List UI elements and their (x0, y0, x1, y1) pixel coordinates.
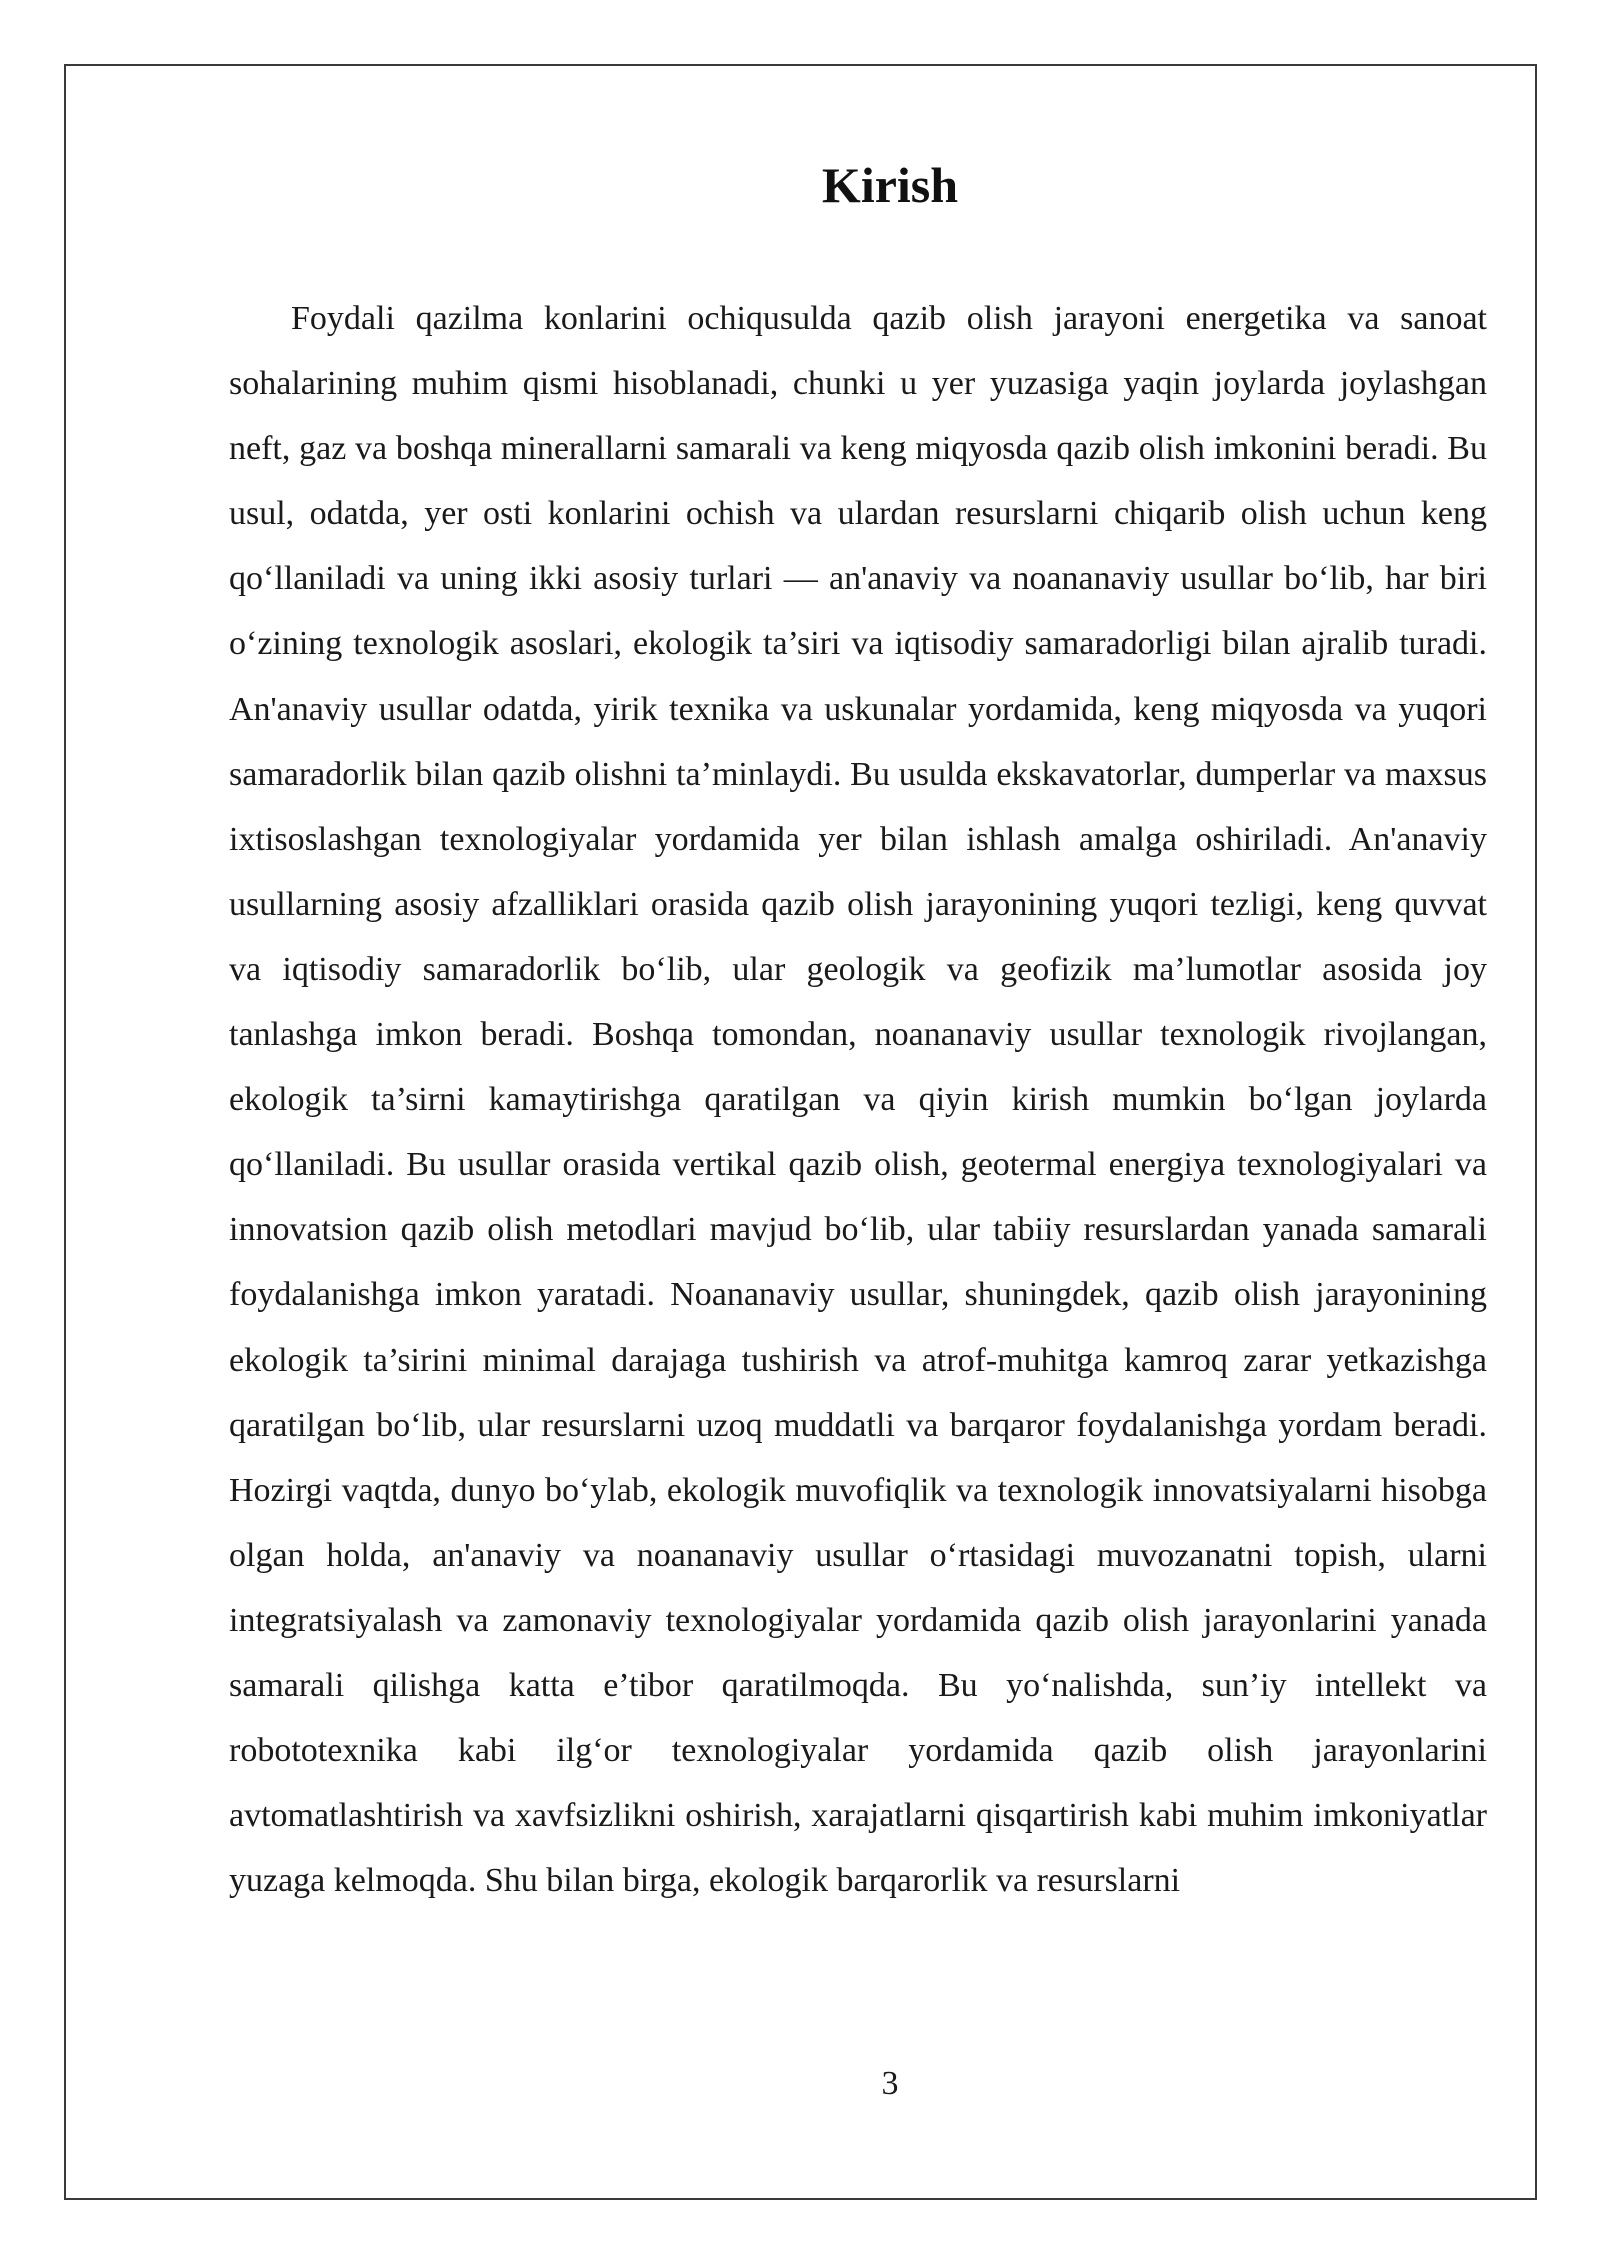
page-number: 3 (881, 2065, 899, 2102)
page-title: Kirish (821, 157, 959, 213)
body-paragraph: Foydali qazilma konlarini ochiqusulda qazib olish jarayoni energetika va sanoat sohalarining muhim qismi hisoblanadi, chunki u yer yuzasiga yaqin joylarda joylashgan neft, gaz va boshqa minerallarni samarali va keng miqyosda qazib olish imkonini beradi. Bu usul, odatda, yer osti konlarini ochish va ulardan resurslarni chiqarib olish uchun keng qo‘llaniladi va uning ikki asosiy turlari — an'anaviy va noananaviy usullar bo‘lib, har biri o‘zining texnologik asoslari, ekologik ta’siri va iqtisodiy samaradorligi bilan ajralib turadi. An'anaviy usullar odatda, yirik texnika va uskunalar yordamida, keng miqyosda va yuqori samaradorlik bilan qazib olishni ta’minlaydi. Bu usulda ekskavatorlar, dumperlar va maxsus ixtisoslashgan texnologiyalar yordamida yer bilan ishlash amalga oshiriladi. An'anaviy usullarning asosiy afzalliklari orasida qazib olish jarayonining yuqori tezligi, keng quvvat va iqtisodiy samaradorlik bo‘lib, ular geologik va geofizik ma’lumotlar asosida joy tanlashga imkon beradi. Boshqa tomondan, noananaviy usullar texnologik rivojlangan, ekologik ta’sirni kamaytirishga qaratilgan va qiyin kirish mumkin bo‘lgan joylarda qo‘llaniladi. Bu usullar orasida vertikal qazib olish, geotermal energiya texnologiyalari va innovatsion qazib olish metodlari mavjud bo‘lib, ular tabiiy resurslardan yanada samarali foydalanishga imkon yaratadi. Noananaviy usullar, shuningdek, qazib olish jarayonining ekologik ta’sirini minimal darajaga tushirish va atrof-muhitga kamroq zarar yetkazishga qaratilgan bo‘lib, ular resurslarni uzoq muddatli va barqaror foydalanishga yordam beradi. Hozirgi vaqtda, dunyo bo‘ylab, ekologik muvofiqlik va texnologik innovatsiyalarni hisobga olgan holda, an'anaviy va noananaviy usullar o‘rtasidagi muvozanatni topish, ularni integratsiyalash va zamonaviy texnologiyalar yordamida qazib olish jarayonlarini yanada samarali qilishga katta e’tibor qaratilmoqda. Bu yo‘nalishda, sun’iy intellekt va robototexnika kabi ilg‘or texnologiyalar yordamida qazib olish jarayonlarini avtomatlashtirish va xavfsizlikni oshirish, xarajatlarni qisqartirish kabi muhim imkoniyatlar yuzaga kelmoqda. Shu bilan birga, ekologik barqarorlik va resurslarni (229, 300, 1487, 1900)
